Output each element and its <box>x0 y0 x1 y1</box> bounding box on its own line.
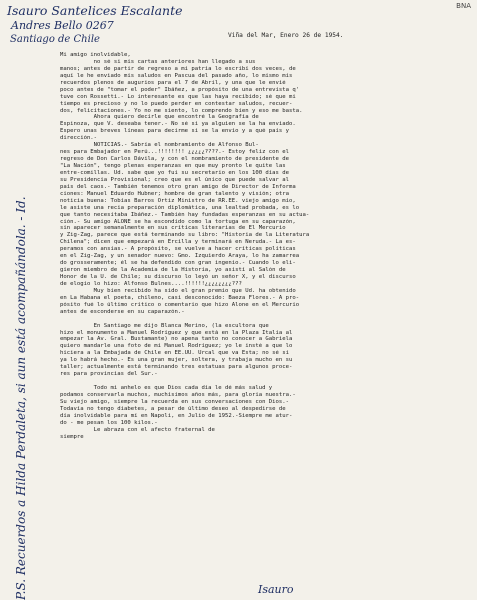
margin-postscript-note: P.S. Recuerdos a Hilda Perdaleta, si aun está acompañándola. - Id. <box>14 196 28 600</box>
letter-line: pósito fué lo último crítico o comentario que hizo Alone en el Mercurio <box>60 301 300 308</box>
letter-line: Ahora quiero decirle que encontré la Geografía de <box>60 114 259 121</box>
letter-line: quiero mandarle una foto de mi Manuel Rodríguez; yo le insté a que lo <box>60 343 293 350</box>
letter-line: antes de esconderse en su caparazón.- <box>60 308 185 315</box>
letter-line: hiciera a la Embajada de Chile en EE.UU. Urcal que va Ésta; no sé si <box>60 350 290 357</box>
letter-line: Todavía no tengo diabetes, a pesar de último deseo al despedirse de <box>60 405 286 412</box>
letter-line <box>60 378 464 385</box>
letter-line: Espinoza, que V. deseaba tener.- No sé si ya alguien se la ha enviado. <box>60 121 296 128</box>
letter-line: taller; actualmente está terminando tres estatuas para algunos proce- <box>60 364 293 371</box>
letter-line: gieron miembro de la Academia de la Historia, yo asistí al Salón de <box>60 267 286 274</box>
letter-line: Muy bien recibido ha sido el gran premio que Ud. ha obtenido <box>60 287 296 294</box>
letter-line <box>60 316 464 323</box>
handwritten-sender-name: Isauro Santelices Escalante <box>7 3 183 18</box>
letter-line: ción.- Su amigo ALONE se ha escondido como la tortuga en su caparazón, <box>60 218 296 225</box>
letter-body <box>60 52 464 441</box>
letter-line: "La Nación", tengo plenas esperanzas en que muy pronto le quite las <box>60 163 286 169</box>
letter-line: en el Zig-Zag, y un senador nuevo: Gmo. Izquierdo Araya, lo ha zamarrea <box>60 253 300 260</box>
letter-line: en La Habana el poeta, chileno, casi desconocido: Baeza Flores.- A pro- <box>60 294 300 301</box>
letter-line: regreso de Don Carlos Dávila, y con el nombramiento de presidente de <box>60 156 290 163</box>
letter-line: su Presidencia Provisional; creo que es el único que puede salvar al <box>60 176 290 183</box>
letter-line: tiempo es precioso y no lo puedo perder en contestar saludos, recuer- <box>60 100 293 107</box>
letter-line: manos; antes de partir de regreso a mi patria lo escribí dos veces, de <box>60 65 296 72</box>
letter-line: Chilena"; dicen que empezará en Ercilla y terminará en Neruda.- La es- <box>60 239 296 246</box>
letter-line: res para provincias del Sur.- <box>60 371 158 378</box>
letter-line: no sé si mis cartas anteriores han llegado a sus <box>60 58 256 65</box>
letter-line: aquí le he enviado mis saludos en Pascua del pasado año, lo mismo mis <box>60 72 293 79</box>
letter-line: país del caos.- También tenemos otro gran amigo de Director de Informa <box>60 183 296 190</box>
letter-line: do grosseramente; él se ha defendido con gran ingenio.- Cuando lo eli- <box>60 260 296 267</box>
letter-line: entre-comillas. Ud. sabe que yo fui su secretario en los 100 días de <box>60 169 290 176</box>
letter-line: tuve con Rossetti.- Lo interesante es que las haya recibido; sé que mi <box>60 93 296 100</box>
letter-line: de elogio lo hizo: Alfonso Bulnes....!!!!!!¿¿¿¿¿¿¿¿??? <box>60 280 242 287</box>
letter-line: nes para Embajador en Perú...!!!!!!!! ¿¿¿¿¿????.- Estoy feliz con el <box>60 149 290 156</box>
letter-line: Honor de la U. de Chile; su discurso lo leyó un señor X, y el discurso <box>60 274 296 280</box>
letter-line: ciones: Manuel Eduardo Hubner; hombre de gran talento y visión; otra <box>60 190 290 197</box>
letter-line: peramos con ansias.- A propósito, se vuelve a hacer críticas políticas <box>60 246 296 253</box>
letter-line: dos, felicitaciones.- Yo no me siento, lo comprendo bien y eso me basta. <box>60 107 303 114</box>
letter-line: podamos conservarla muchos, muchísimos años más, para gloria nuestra.- <box>60 391 296 398</box>
letter-line: ya lo habrá hecho.- Es una gran mujer, soltera, y trabaja mucho en su <box>60 357 293 364</box>
handwritten-sender-address: Andres Bello 0267 <box>11 19 114 32</box>
letter-line: Su viejo amigo, siempre la recuerda en sus conversaciones con Dios.- <box>60 398 290 405</box>
letter-line: poco antes de "tomar el poder" Ibáñez, a propósito de una entrevista q' <box>60 86 300 93</box>
letter-line: dirección.- <box>60 135 98 142</box>
letter-line: Todo mi anhelo es que Dios cada día le dé más salud y <box>60 385 273 391</box>
letter-line: hizo el monumento a Manuel Rodríguez y que está en la Plaza Italia al <box>60 329 293 336</box>
letter-line: En Santiago me dijo Blanca Merino, (la escultora que <box>60 322 269 329</box>
letter-line: recuerdos plenos de augurios para el 7 de Abril, y una que le envié <box>60 79 286 86</box>
letter-line: siempre <box>60 433 84 440</box>
letter-line: día inolvidable para mí en Napoli, en Julio de 1952.-Siempre me atur- <box>60 412 293 419</box>
letter-line: que tanto necesitaba Ibáñez.- También hay fundadas esperanzas en su actua- <box>60 211 310 218</box>
handwritten-sender-city: Santiago de Chile <box>10 34 100 45</box>
letter-line: le asiste una recia preparación diplomática, una lealtad probada, es lo <box>60 204 300 211</box>
letter-line: do - me pesan los 100 kilos.- <box>60 419 158 426</box>
handwritten-signature: Isauro <box>258 583 294 596</box>
place-and-date: Viña del Mar, Enero 26 de 1954. <box>228 32 344 39</box>
letter-line: Mi amigo inolvidable, <box>60 52 131 58</box>
letter-line: y Zig-Zag, parece que está terminando su libro: "Historia de la Literatura <box>60 232 310 239</box>
letter-line: empezar la Av. Gral. Bustamante) no apena tanto no conocer a Gabriela <box>60 336 293 343</box>
letter-line: sin aparecer semanalmente en sus críticas literarias de El Mercurio <box>60 225 286 232</box>
letter-line: NOTICIAS.- Sabría el nombramiento de Alfonso Bul- <box>60 142 259 149</box>
letter-line: Le abraza con el afecto fraternal de <box>60 426 215 433</box>
letter-line: Espero unas breves líneas para decirme si se la envío y a qué país y <box>60 128 290 135</box>
archive-reference-mark: BNA <box>456 2 471 10</box>
letter-line: noticia buena: Tobías Barros Ortiz Ministro de RR.EE. viejo amigo mío, <box>60 197 296 204</box>
